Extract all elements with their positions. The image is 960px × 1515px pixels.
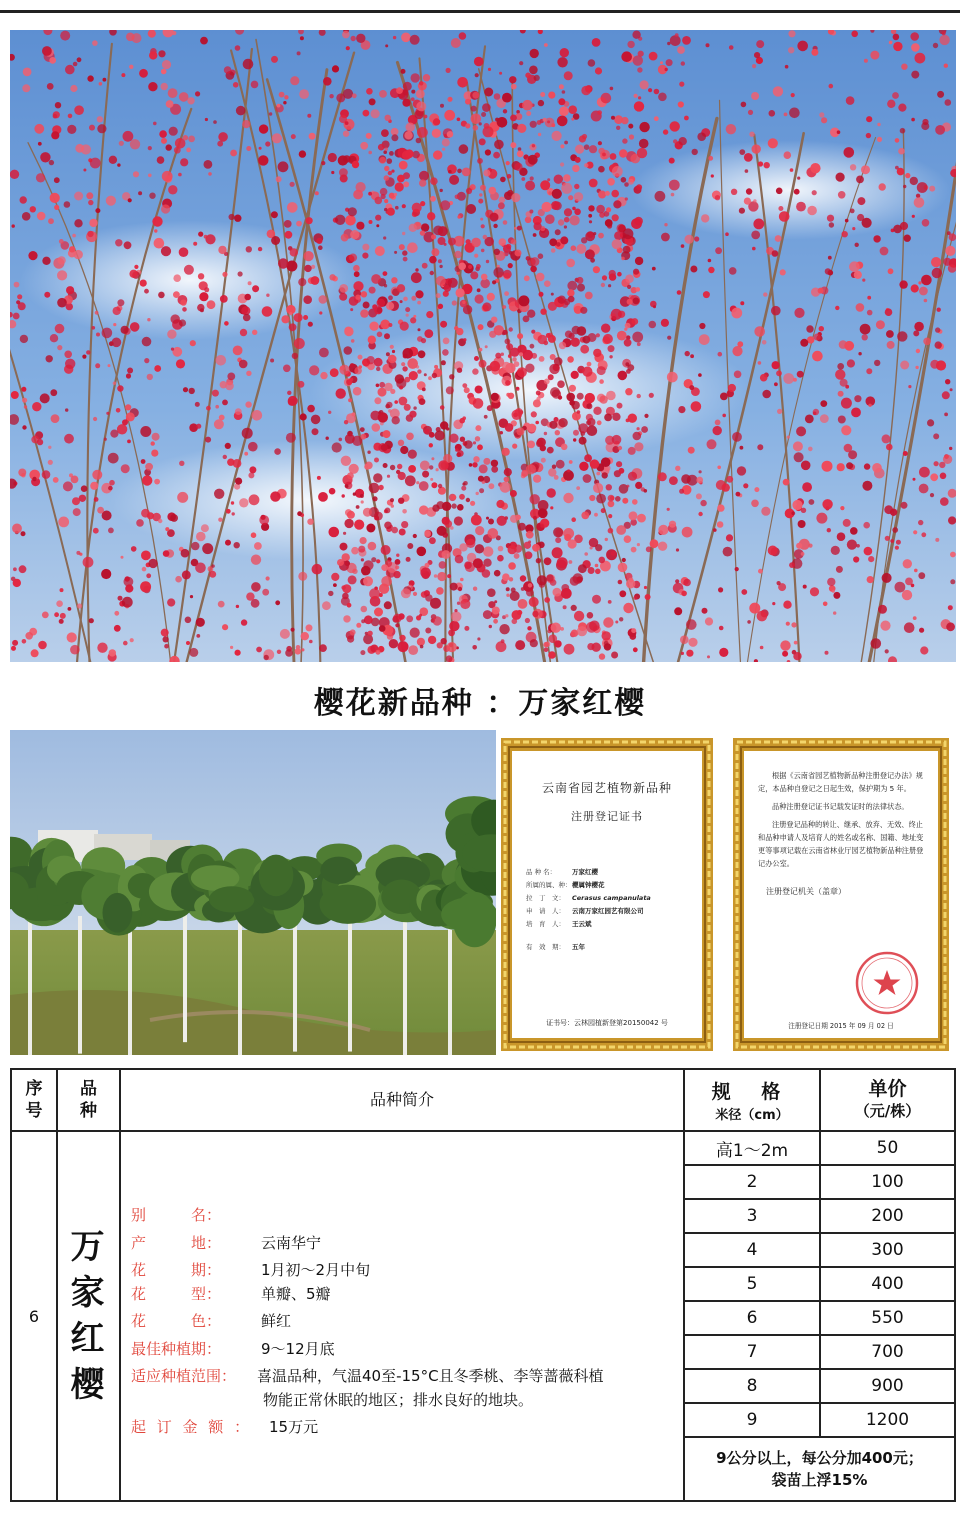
variety-price-table [10, 1068, 954, 1501]
spec-cell: 6 [684, 1301, 820, 1335]
price-cell: 400 [820, 1267, 955, 1301]
attr-alias: 别 名： [131, 1206, 222, 1224]
price-cell: 900 [820, 1369, 955, 1403]
cert-field: 品 种 名： 万家红樱 [526, 868, 598, 876]
price-cell: 300 [820, 1233, 955, 1267]
red-seal-icon [854, 950, 920, 1016]
spec-cell: 5 [684, 1267, 820, 1301]
spec-cell: 3 [684, 1199, 820, 1233]
attr-bloom-period: 花 期： 1月初～2月中旬 [131, 1261, 371, 1279]
cert-field: 拉 丁 文： Cerasus campanulata [526, 894, 651, 902]
nursery-photo [10, 730, 496, 1055]
top-rule [0, 10, 960, 13]
certificate-front [500, 737, 714, 1052]
price-cell: 1200 [820, 1403, 955, 1437]
spec-cell: 4 [684, 1233, 820, 1267]
attr-range: 适应种植范围： 喜温品种，气温40至-15°C且冬季桃、李等蔷薇科植 [131, 1367, 604, 1385]
page-title: 樱花新品种 ：万家红樱 [313, 686, 647, 721]
cert-field: 有 效 期： 五年 [526, 943, 585, 951]
attr-min-order: 起 订 金 额 ： 15万元 [131, 1418, 319, 1436]
header-intro: 品种简介 [120, 1069, 684, 1131]
table-row [11, 1131, 955, 1165]
attr-range-continued: 物能正常休眠的地区；排水良好的地块。 [263, 1390, 534, 1409]
attr-flower-color: 花 色： 鲜红 [131, 1312, 292, 1330]
price-cell: 550 [820, 1301, 955, 1335]
price-cell: 200 [820, 1199, 955, 1233]
certificate-back-paper [744, 751, 938, 1038]
attr-flower-type: 花 型： 单瓣、5瓣 [131, 1284, 331, 1303]
variety-name: 万 家 红 樱 [57, 1131, 120, 1501]
table-header-row [11, 1069, 955, 1131]
cert-terms: 根据《云南省园艺植物新品种注册登记办法》规定，本品种自登记之日起生效，保护期为 5 年。 品种注册登记证书记载发证时的法律状态。 注册登记品种的转让、继承、放弃、无效、终止和品种申请人及培育人的姓名或名称、国籍、地址变更等事项记载在云南省林业厅园艺植物新品种注册登记办公室。 [758, 771, 924, 868]
cert-field: 所属的属、种： 樱属钟樱花 [526, 881, 605, 889]
header-variety: 品 种 [57, 1069, 120, 1131]
hero-photo-cherry-blossoms [10, 30, 956, 662]
cert-title: 云南省园艺植物新品种 [541, 781, 672, 795]
attr-origin: 产 地： 云南华宁 [131, 1233, 322, 1252]
header-spec: 规 格 米径（cm） [684, 1069, 820, 1131]
cert-field: 申 请 人： 云南万家红园艺有限公司 [526, 907, 644, 915]
attr-planting-period: 最佳种植期： 9～12月底 [131, 1339, 335, 1358]
pricing-note: 9公分以上，每公分加400元； 袋苗上浮15% [684, 1437, 955, 1501]
cert-number: 证书号：云林园植新登第20150042 号 [546, 1019, 668, 1027]
spec-cell: 8 [684, 1369, 820, 1403]
cert-issuer: 注册登记机关（盖章） [766, 887, 846, 896]
spec-cell: 9 [684, 1403, 820, 1437]
cert-subtitle: 注册登记证书 [571, 810, 643, 823]
spec-cell: 7 [684, 1335, 820, 1369]
price-cell: 100 [820, 1165, 955, 1199]
cert-fields [526, 866, 702, 954]
spec-cell: 2 [684, 1165, 820, 1199]
header-seq: 序 号 [11, 1069, 57, 1131]
certificate-back [732, 737, 950, 1052]
price-cell: 700 [820, 1335, 955, 1369]
header-price: 单价 （元/株） [820, 1069, 955, 1131]
cert-date: 注册登记日期 2015 年 09 月 02 日 [788, 1022, 894, 1030]
variety-description [120, 1131, 684, 1501]
spec-cell: 高1～2m [684, 1131, 820, 1165]
certificate-front-paper [512, 751, 702, 1038]
cert-field: 培 育 人： 王云斌 [526, 920, 592, 928]
price-cell: 50 [820, 1131, 955, 1165]
row-seq: 6 [11, 1131, 57, 1501]
